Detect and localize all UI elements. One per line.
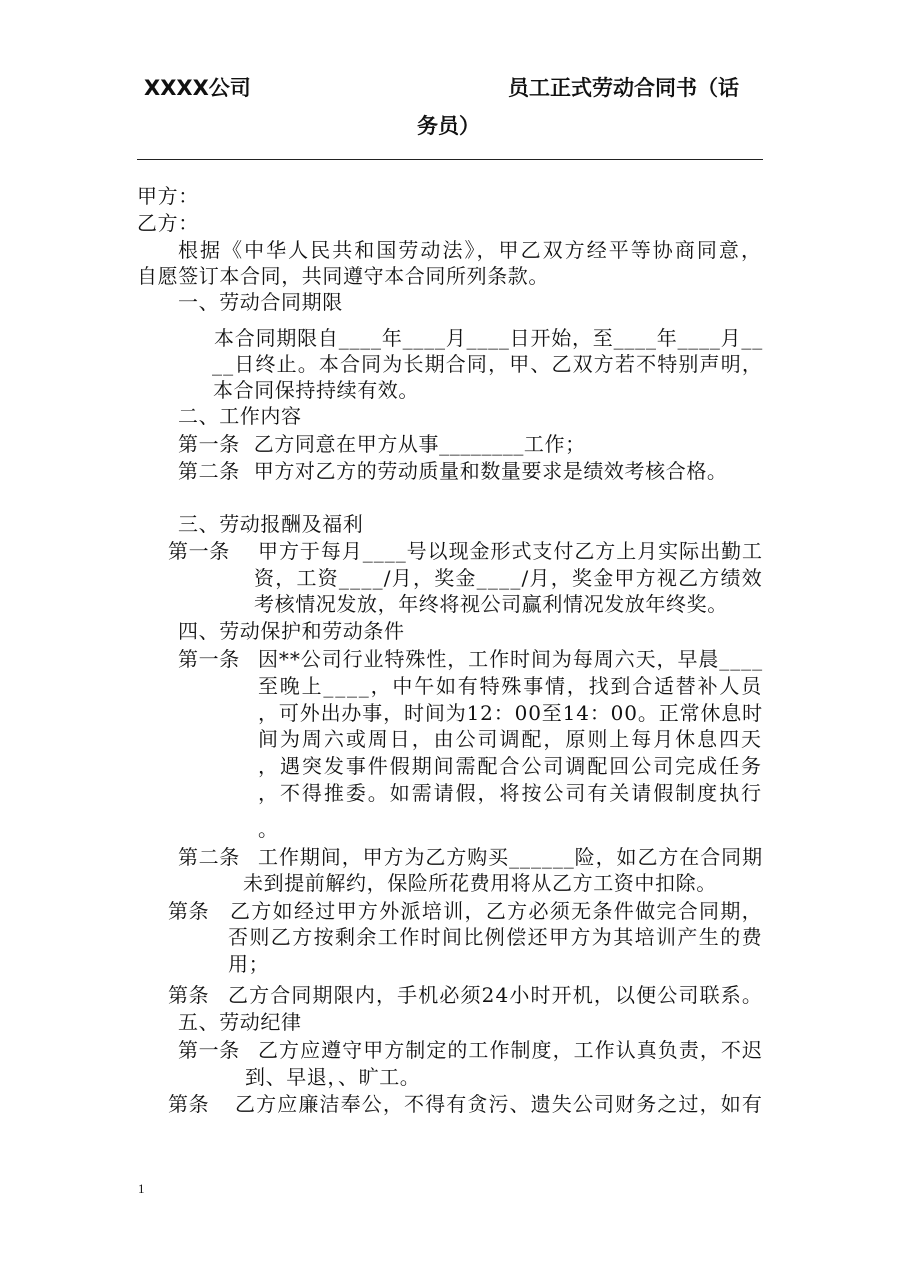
document-line: 工作期间，甲方为乙方购买______险，如乙方在合同期: [258, 845, 763, 869]
document-line: 资，工资____/月，奖金____/月，奖金甲方视乙方绩效: [254, 566, 763, 590]
document-line: 乙方：: [137, 211, 199, 235]
document-line: 第条: [168, 1092, 210, 1116]
page-number: 1: [138, 1181, 145, 1196]
document-line: 二、工作内容: [178, 404, 302, 428]
document-line: 根据《中华人民共和国劳动法》，甲乙双方经平等协商同意，: [178, 238, 763, 262]
document-line: 乙方如经过甲方外派培训，乙方必须无条件做完合同期，: [230, 899, 763, 923]
document-line: 否则乙方按剩余工作时间比例偿还甲方为其培训产生的费: [228, 925, 763, 949]
document-line: ，可外出办事，时间为12：00至14：00。正常休息时: [258, 701, 763, 725]
document-line: 第二条: [178, 845, 240, 869]
document-line: 第一条 乙方同意在甲方从事________工作；: [178, 432, 586, 456]
document-line: 间为周六或周日，由公司调配，原则上每月休息四天: [258, 727, 763, 751]
document-line: 甲方：: [137, 184, 199, 208]
document-line: 甲方于每月____号以现金形式支付乙方上月实际出勤工: [258, 539, 763, 563]
document-line: 五、劳动纪律: [178, 1010, 302, 1034]
document-line: 考核情况发放，年终将视公司赢利情况发放年终奖。: [254, 592, 728, 616]
document-title-line1: 员工正式劳动合同书（话: [508, 76, 739, 100]
document-line: 本合同期限自____年____月____日开始，至____年____月__: [214, 326, 763, 350]
document-line: ，遇突发事件假期间需配合公司调配回公司完成任务: [258, 754, 763, 778]
header-rule: [137, 159, 763, 160]
document-line: 第一条: [178, 647, 240, 671]
document-line: 用；: [228, 952, 270, 976]
document-line: 。: [258, 817, 279, 841]
document-line: 至晚上____，中午如有特殊事情，找到合适替补人员: [258, 674, 763, 698]
document-line: 乙方应廉洁奉公，不得有贪污、遗失公司财务之过，如有: [235, 1092, 763, 1116]
document-line: 本合同保持持续有效。: [213, 378, 419, 402]
document-line: __日终止。本合同为长期合同，甲、乙双方若不特别声明，: [212, 352, 763, 376]
document-line: 到、早退，、旷工。: [245, 1065, 421, 1089]
document-line: 第一条: [178, 1038, 240, 1062]
document-line: 乙方合同期限内，手机必须24小时开机，以便公司联系。: [228, 983, 763, 1007]
document-line: 第条: [168, 983, 210, 1007]
document-line: 未到提前解约，保险所花费用将从乙方工资中扣除。: [243, 871, 717, 895]
document-line: 乙方应遵守甲方制定的工作制度，工作认真负责，不迟: [258, 1038, 763, 1062]
document-line: 因**公司行业特殊性，工作时间为每周六天，早晨____: [258, 647, 763, 671]
document-title-line2: 务员）: [417, 114, 480, 138]
company-name: XXXX公司: [144, 76, 251, 100]
document-line: 第条: [168, 899, 210, 923]
document-line: 自愿签订本合同，共同遵守本合同所列条款。: [137, 264, 549, 288]
document-line: 三、劳动报酬及福利: [178, 512, 364, 536]
document-line: 一、劳动合同期限: [178, 290, 343, 314]
document-line: 第二条 甲方对乙方的劳动质量和数量要求是绩效考核合格。: [178, 459, 728, 483]
document-line: ，不得推委。如需请假，将按公司有关请假制度执行: [258, 781, 763, 805]
document-line: 四、劳动保护和劳动条件: [178, 619, 405, 643]
document-line: 第一条: [168, 539, 230, 563]
